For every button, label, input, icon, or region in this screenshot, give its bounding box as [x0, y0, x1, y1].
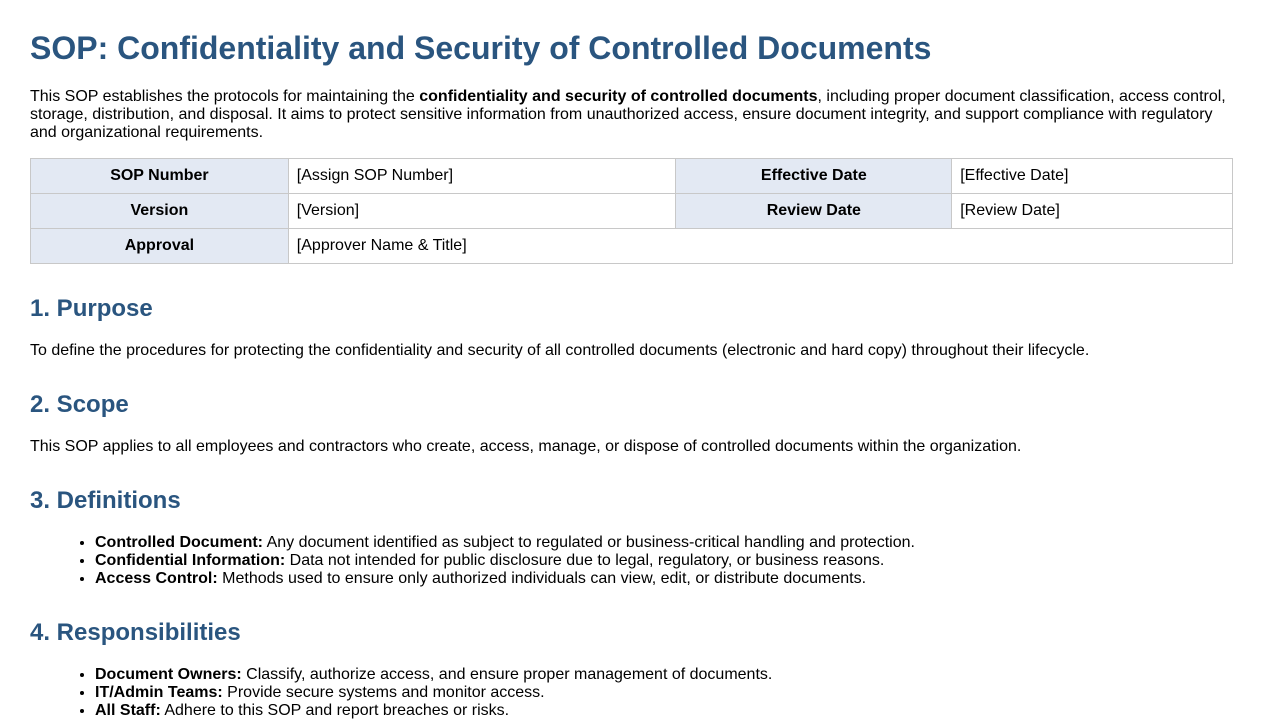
responsibilities-heading: 4. Responsibilities	[30, 619, 241, 646]
sop-number-value: [Assign SOP Number]	[288, 159, 676, 194]
intro-paragraph	[30, 88, 1233, 142]
responsibility-text: Provide secure systems and monitor access.	[222, 684, 545, 701]
effective-date-value: [Effective Date]	[952, 159, 1233, 194]
approval-value: [Approver Name & Title]	[288, 229, 1232, 264]
intro-text-after: , including proper document classification, access control, storage, distribution, and disposal. It aims to protect sensitive information from unauthorized access, ensure document integrity, and support compliance with regulatory and organizational requirements.	[30, 88, 1226, 141]
page-title: SOP: Confidentiality and Security of Controlled Documents	[30, 30, 932, 66]
sop-number-label: SOP Number	[31, 159, 289, 194]
effective-date-label: Effective Date	[676, 159, 952, 194]
version-label: Version	[31, 194, 289, 229]
list-item	[95, 684, 1233, 702]
table-row	[31, 229, 1233, 264]
definition-text: Data not intended for public disclosure due to legal, regulatory, or business reasons.	[285, 552, 885, 569]
scope-heading: 2. Scope	[30, 391, 129, 418]
definition-text: Methods used to ensure only authorized individuals can view, edit, or distribute documents.	[217, 570, 867, 587]
responsibility-role: IT/Admin Teams:	[95, 684, 223, 701]
list-item	[95, 702, 1233, 720]
review-date-value: [Review Date]	[952, 194, 1233, 229]
review-date-label: Review Date	[676, 194, 952, 229]
list-item	[95, 570, 1233, 588]
list-item	[95, 666, 1233, 684]
purpose-heading: 1. Purpose	[30, 295, 153, 322]
responsibility-role: Document Owners:	[95, 666, 242, 683]
table-row	[31, 194, 1233, 229]
intro-text-bold: confidentiality and security of controlled documents	[419, 88, 818, 105]
approval-label: Approval	[31, 229, 289, 264]
scope-text: This SOP applies to all employees and contractors who create, access, manage, or dispose of controlled documents within the organization.	[30, 438, 1022, 455]
definition-term: Controlled Document:	[95, 534, 263, 551]
responsibility-role: All Staff:	[95, 702, 161, 719]
definition-term: Access Control:	[95, 570, 218, 587]
responsibility-text: Adhere to this SOP and report breaches or risks.	[160, 702, 510, 719]
definitions-list	[30, 534, 1233, 588]
responsibilities-list	[30, 666, 1233, 720]
purpose-text: To define the procedures for protecting the confidentiality and security of all controlled documents (electronic and hard copy) throughout their lifecycle.	[30, 342, 1090, 359]
list-item	[95, 552, 1233, 570]
responsibility-text: Classify, authorize access, and ensure proper management of documents.	[241, 666, 773, 683]
sop-metadata-table	[30, 158, 1233, 264]
table-row	[31, 159, 1233, 194]
list-item	[95, 534, 1233, 552]
version-value: [Version]	[288, 194, 676, 229]
definitions-heading: 3. Definitions	[30, 487, 181, 514]
definition-text: Any document identified as subject to regulated or business-critical handling and protection.	[263, 534, 915, 551]
intro-text-before: This SOP establishes the protocols for maintaining the	[30, 88, 420, 105]
definition-term: Confidential Information:	[95, 552, 286, 569]
